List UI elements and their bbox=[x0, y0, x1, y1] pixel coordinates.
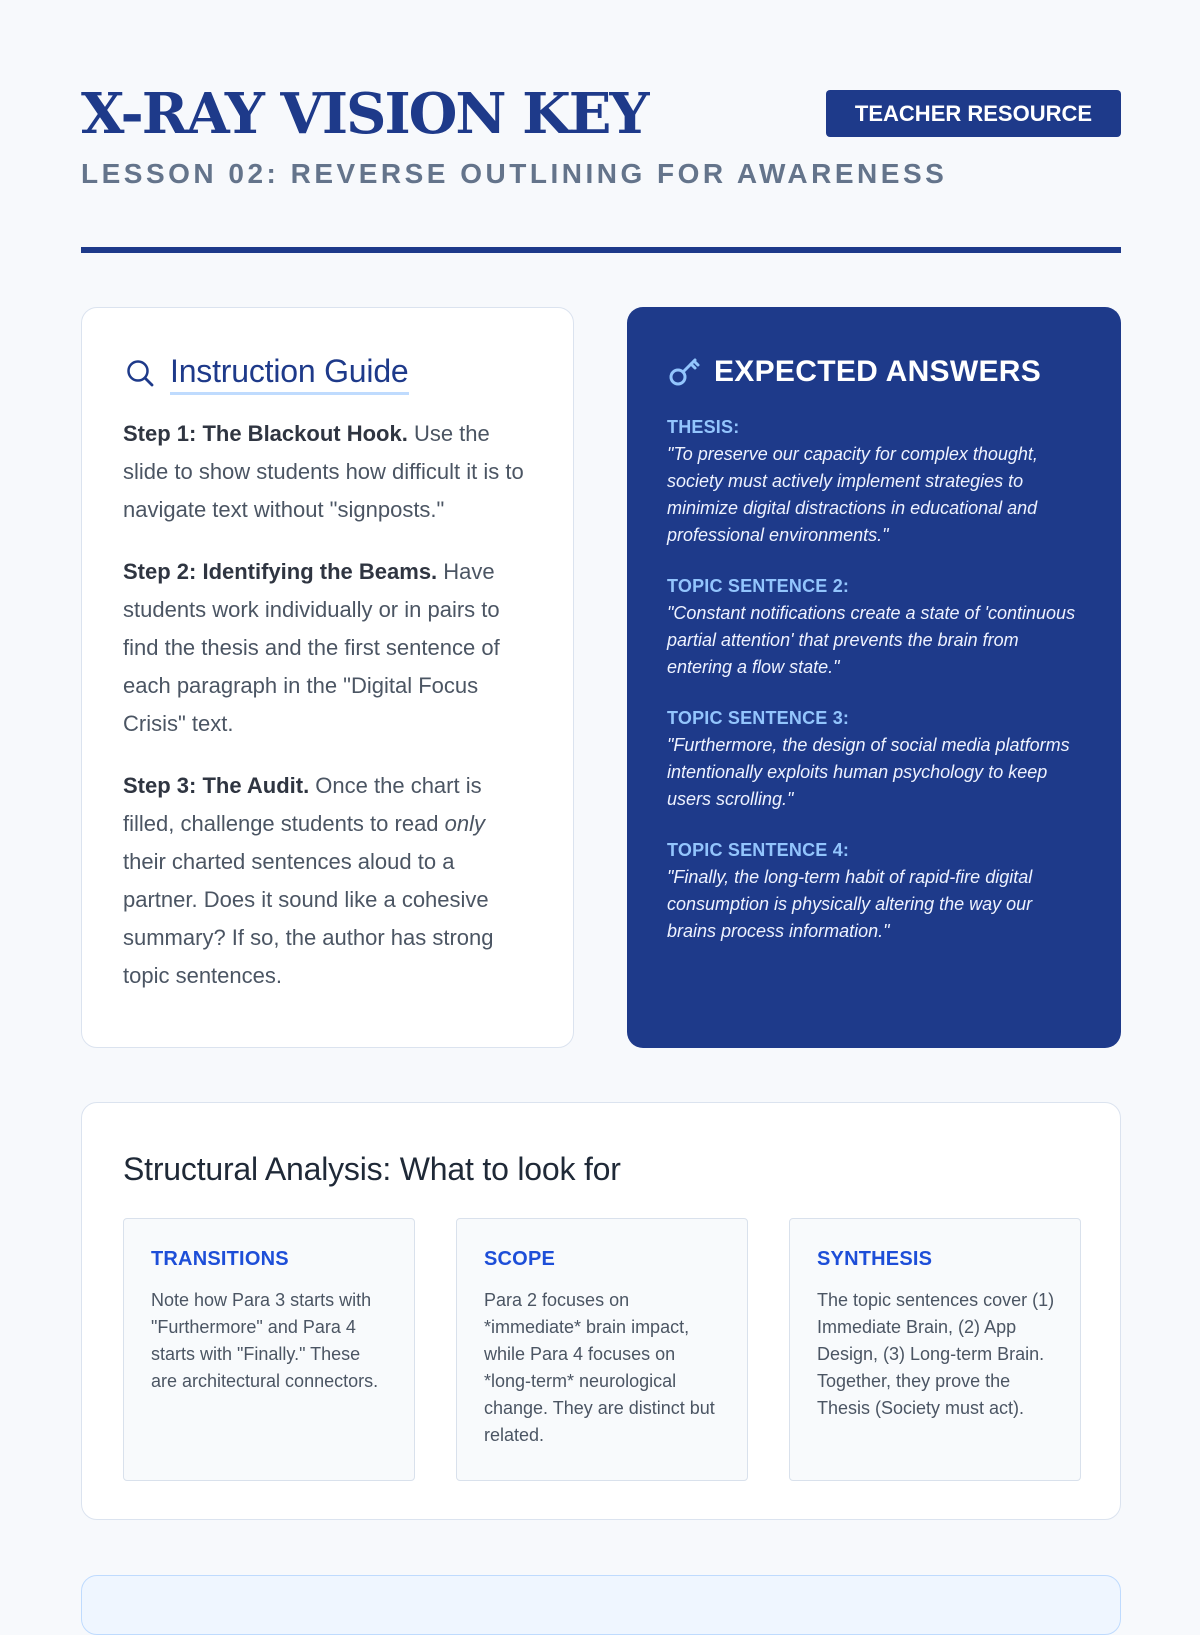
analysis-tiles bbox=[123, 1218, 1081, 1481]
page-header bbox=[81, 76, 1121, 196]
step-1-text: Use the slide to show students how difficult it is to navigate text without "signposts." bbox=[123, 421, 524, 522]
answer-topic-sentence-4 bbox=[667, 837, 1081, 945]
step-3-emphasis: only bbox=[444, 811, 486, 836]
key-icon bbox=[667, 355, 701, 389]
page-title: X-RAY VISION KEY bbox=[81, 81, 648, 147]
structural-analysis-title: Structural Analysis: What to look for bbox=[123, 1151, 621, 1187]
synthesis-title: SYNTHESIS bbox=[817, 1248, 933, 1270]
instruction-guide-card bbox=[81, 307, 574, 1048]
step-2-label: Step 2: Identifying the Beams. bbox=[123, 559, 438, 584]
answer-topic-sentence-4-text: "Finally, the long-term habit of rapid-fire digital consumption is physically altering the way our brains process information." bbox=[667, 867, 1033, 941]
lesson-subtitle: LESSON 02: REVERSE OUTLINING FOR AWARENESS bbox=[81, 158, 948, 189]
step-1-label: Step 1: The Blackout Hook. bbox=[123, 421, 408, 446]
answer-topic-sentence-2-label: TOPIC SENTENCE 2: bbox=[667, 576, 850, 596]
teacher-resource-badge: TEACHER RESOURCE bbox=[826, 90, 1121, 137]
step-3-text-before: Once the chart is filled, challenge students to read bbox=[123, 773, 482, 836]
synthesis-text: The topic sentences cover (1) Immediate Brain, (2) App Design, (3) Long-term Brain. Together, they prove the Thesis (Society must act). bbox=[817, 1290, 1055, 1418]
scope-tile bbox=[456, 1218, 748, 1481]
instruction-step-2 bbox=[123, 553, 533, 743]
answer-topic-sentence-3-text: "Furthermore, the design of social media platforms intentionally exploits human psychology to keep users scrolling." bbox=[667, 735, 1070, 809]
search-icon bbox=[123, 356, 157, 390]
transitions-tile bbox=[123, 1218, 415, 1481]
structural-analysis-card bbox=[81, 1102, 1121, 1520]
scope-title: SCOPE bbox=[484, 1248, 556, 1270]
answer-topic-sentence-3 bbox=[667, 705, 1081, 813]
synthesis-tile bbox=[789, 1218, 1081, 1481]
answer-topic-sentence-2-text: "Constant notifications create a state of 'continuous partial attention' that prevents the brain from entering a flow state." bbox=[667, 603, 1076, 677]
step-3-label: Step 3: The Audit. bbox=[123, 773, 310, 798]
bottom-panel bbox=[81, 1575, 1121, 1635]
instruction-step-1 bbox=[123, 415, 533, 529]
expected-answers-title: EXPECTED ANSWERS bbox=[714, 355, 1042, 388]
header-divider bbox=[81, 247, 1121, 253]
transitions-text: Note how Para 3 starts with "Furthermore" and Para 4 starts with "Finally." These are architectural connectors. bbox=[151, 1290, 379, 1391]
step-3-text-after: their charted sentences aloud to a partner. Does it sound like a cohesive summary? If so, the author has strong topic sentences. bbox=[123, 849, 494, 988]
expected-answers-card bbox=[627, 307, 1121, 1048]
answer-topic-sentence-2 bbox=[667, 573, 1081, 681]
answer-thesis-text: "To preserve our capacity for complex thought, society must actively implement strategies to minimize digital distractions in educational and professional environments." bbox=[667, 444, 1038, 545]
instruction-step-3 bbox=[123, 767, 533, 995]
instruction-guide-heading bbox=[123, 348, 533, 398]
answer-thesis bbox=[667, 414, 1081, 549]
answer-topic-sentence-3-label: TOPIC SENTENCE 3: bbox=[667, 708, 850, 728]
answer-topic-sentence-4-label: TOPIC SENTENCE 4: bbox=[667, 840, 850, 860]
answer-thesis-label: THESIS: bbox=[667, 417, 740, 437]
instruction-guide-title: Instruction Guide bbox=[170, 351, 409, 395]
step-2-text: Have students work individually or in pairs to find the thesis and the first sentence of each paragraph in the "Digital Focus Crisis" text. bbox=[123, 559, 500, 736]
transitions-title: TRANSITIONS bbox=[151, 1248, 289, 1270]
scope-text: Para 2 focuses on *immediate* brain impact, while Para 4 focuses on *long-term* neurological change. They are distinct but related. bbox=[484, 1290, 715, 1445]
expected-answers-heading bbox=[667, 347, 1081, 397]
